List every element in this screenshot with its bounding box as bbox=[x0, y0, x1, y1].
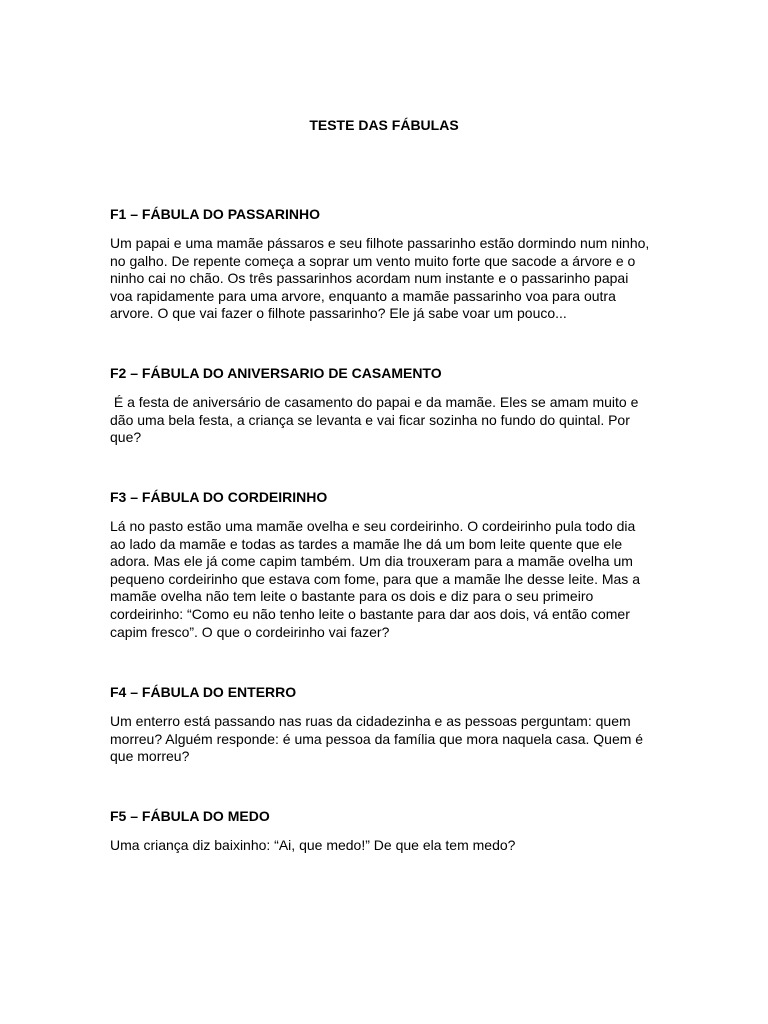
fable-heading: F5 – FÁBULA DO MEDO bbox=[110, 808, 270, 824]
fable-text: É a festa de aniversário de casamento do papai e da mamãe. Eles se amam muito e dão uma bela festa, a criança se levanta e vai ficar sozinha no fundo do quintal. Por que? bbox=[110, 394, 639, 446]
fable-section-f5 bbox=[110, 808, 660, 855]
fable-text: Lá no pasto estão uma mamãe ovelha e seu cordeirinho. O cordeirinho pula todo dia ao lado da mamãe e todas as tardes a mamãe lhe dá um bom leite quente que ele adora. Mas ele já come capim também. Um dia trouxeram para a mamãe ovelha um pequeno cordeirinho que estava com fome, para que a mamãe lhe desse leite. Mas a mamãe ovelha não tem leite o bastante para os dois e diz para o seu primeiro cordeirinho: “Como eu não tenho leite o bastante para dar aos dois, vá então comer capim fresco”. O que o cordeirinho vai fazer? bbox=[110, 518, 640, 640]
fable-heading: F2 – FÁBULA DO ANIVERSARIO DE CASAMENTO bbox=[110, 365, 442, 381]
fable-section-f3 bbox=[110, 489, 660, 641]
fable-heading: F4 – FÁBULA DO ENTERRO bbox=[110, 684, 297, 700]
fable-section-f1 bbox=[110, 206, 660, 323]
document-title: TESTE DAS FÁBULAS bbox=[309, 117, 459, 133]
fable-heading: F3 – FÁBULA DO CORDEIRINHO bbox=[110, 489, 328, 505]
fable-heading: F1 – FÁBULA DO PASSARINHO bbox=[110, 206, 321, 222]
fable-text: Um papai e uma mamãe pássaros e seu filhote passarinho estão dormindo num ninho, no galho. De repente começa a soprar um vento muito forte que sacode a árvore e o ninho cai no chão. Os três passarinhos acordam num instante e o passarinho papai voa rapidamente para uma arvore, enquanto a mamãe passarinho voa para outra arvore. O que vai fazer o filhote passarinho? Ele já sabe voar um pouco... bbox=[110, 235, 650, 322]
fable-text: Um enterro está passando nas ruas da cidadezinha e as pessoas perguntam: quem morreu? Alguém responde: é uma pessoa da família que mora naquela casa. Quem é que morreu? bbox=[110, 713, 644, 765]
fable-text: Uma criança diz baixinho: “Ai, que medo!” De que ela tem medo? bbox=[110, 837, 516, 853]
fable-section-f2 bbox=[110, 365, 660, 447]
fable-section-f4 bbox=[110, 684, 660, 766]
